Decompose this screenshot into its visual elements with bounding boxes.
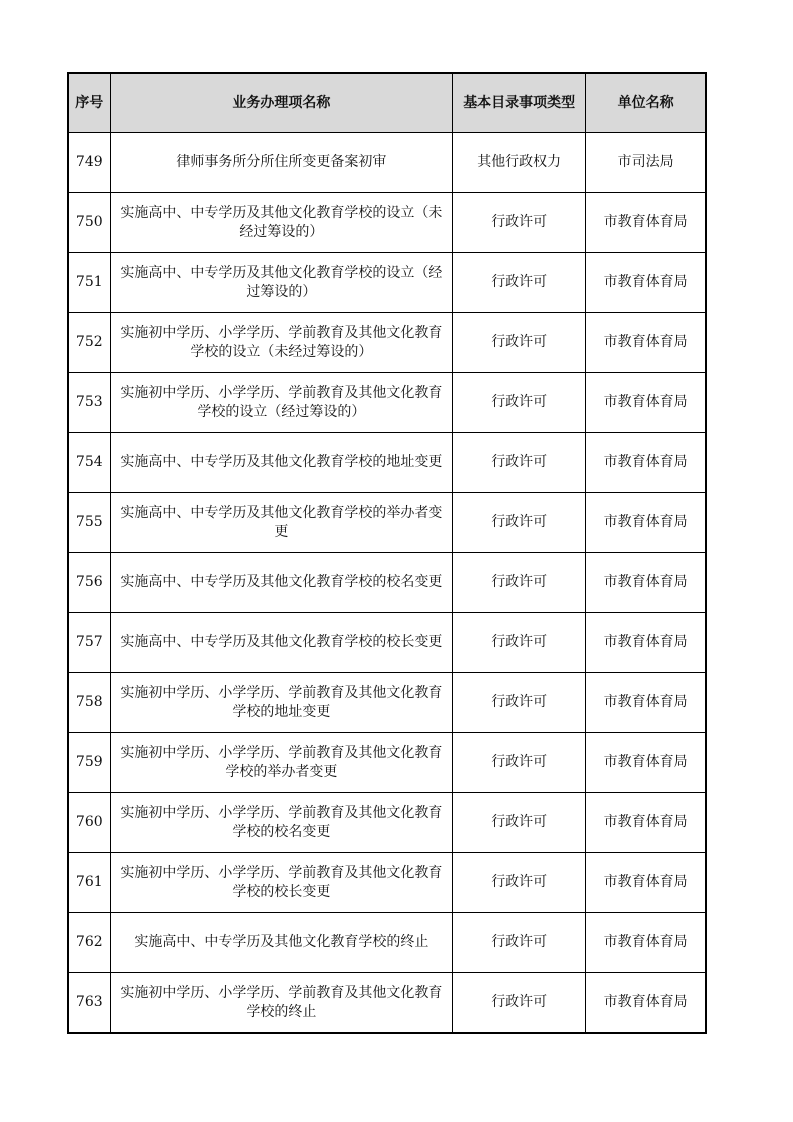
table-row xyxy=(68,553,706,613)
table-row xyxy=(68,673,706,733)
item-name: 实施初中学历、小学学历、学前教育及其他文化教育学校的校长变更 xyxy=(110,853,453,913)
item-type: 行政许可 xyxy=(453,913,586,973)
item-name: 实施高中、中专学历及其他文化教育学校的设立（经过筹设的） xyxy=(110,253,453,313)
item-name: 实施初中学历、小学学历、学前教育及其他文化教育学校的校名变更 xyxy=(110,793,453,853)
unit-name: 市教育体育局 xyxy=(586,853,706,913)
item-name: 实施高中、中专学历及其他文化教育学校的举办者变更 xyxy=(110,493,453,553)
row-number: 754 xyxy=(68,433,110,493)
row-number: 758 xyxy=(68,673,110,733)
row-number: 760 xyxy=(68,793,110,853)
items-table xyxy=(67,72,707,1034)
table-row xyxy=(68,313,706,373)
header-num: 序号 xyxy=(68,73,110,133)
item-type: 行政许可 xyxy=(453,973,586,1034)
table-row xyxy=(68,733,706,793)
item-name: 实施初中学历、小学学历、学前教育及其他文化教育学校的地址变更 xyxy=(110,673,453,733)
unit-name: 市司法局 xyxy=(586,133,706,193)
item-type: 其他行政权力 xyxy=(453,133,586,193)
table-row xyxy=(68,433,706,493)
unit-name: 市教育体育局 xyxy=(586,193,706,253)
item-name: 实施初中学历、小学学历、学前教育及其他文化教育学校的终止 xyxy=(110,973,453,1034)
unit-name: 市教育体育局 xyxy=(586,433,706,493)
table-row xyxy=(68,193,706,253)
row-number: 763 xyxy=(68,973,110,1034)
item-name: 律师事务所分所住所变更备案初审 xyxy=(110,133,453,193)
unit-name: 市教育体育局 xyxy=(586,493,706,553)
unit-name: 市教育体育局 xyxy=(586,673,706,733)
item-type: 行政许可 xyxy=(453,853,586,913)
item-type: 行政许可 xyxy=(453,733,586,793)
table-row xyxy=(68,133,706,193)
item-name: 实施高中、中专学历及其他文化教育学校的设立（未经过筹设的） xyxy=(110,193,453,253)
item-name: 实施高中、中专学历及其他文化教育学校的校名变更 xyxy=(110,553,453,613)
row-number: 752 xyxy=(68,313,110,373)
item-type: 行政许可 xyxy=(453,193,586,253)
item-name: 实施初中学历、小学学历、学前教育及其他文化教育学校的设立（未经过筹设的） xyxy=(110,313,453,373)
table-row xyxy=(68,913,706,973)
header-type: 基本目录事项类型 xyxy=(453,73,586,133)
item-type: 行政许可 xyxy=(453,373,586,433)
header-unit: 单位名称 xyxy=(586,73,706,133)
item-type: 行政许可 xyxy=(453,613,586,673)
unit-name: 市教育体育局 xyxy=(586,373,706,433)
table-row xyxy=(68,973,706,1034)
unit-name: 市教育体育局 xyxy=(586,793,706,853)
header-row xyxy=(68,73,706,133)
item-type: 行政许可 xyxy=(453,433,586,493)
unit-name: 市教育体育局 xyxy=(586,553,706,613)
unit-name: 市教育体育局 xyxy=(586,913,706,973)
item-name: 实施高中、中专学历及其他文化教育学校的终止 xyxy=(110,913,453,973)
row-number: 749 xyxy=(68,133,110,193)
item-type: 行政许可 xyxy=(453,793,586,853)
row-number: 753 xyxy=(68,373,110,433)
row-number: 762 xyxy=(68,913,110,973)
item-type: 行政许可 xyxy=(453,493,586,553)
header-name: 业务办理项名称 xyxy=(110,73,453,133)
item-name: 实施高中、中专学历及其他文化教育学校的校长变更 xyxy=(110,613,453,673)
row-number: 759 xyxy=(68,733,110,793)
row-number: 756 xyxy=(68,553,110,613)
row-number: 757 xyxy=(68,613,110,673)
item-name: 实施初中学历、小学学历、学前教育及其他文化教育学校的设立（经过筹设的） xyxy=(110,373,453,433)
row-number: 761 xyxy=(68,853,110,913)
unit-name: 市教育体育局 xyxy=(586,733,706,793)
table-row xyxy=(68,253,706,313)
table-row xyxy=(68,493,706,553)
unit-name: 市教育体育局 xyxy=(586,253,706,313)
row-number: 750 xyxy=(68,193,110,253)
unit-name: 市教育体育局 xyxy=(586,313,706,373)
unit-name: 市教育体育局 xyxy=(586,973,706,1034)
table-row xyxy=(68,853,706,913)
item-type: 行政许可 xyxy=(453,553,586,613)
table-row xyxy=(68,373,706,433)
unit-name: 市教育体育局 xyxy=(586,613,706,673)
item-name: 实施初中学历、小学学历、学前教育及其他文化教育学校的举办者变更 xyxy=(110,733,453,793)
item-type: 行政许可 xyxy=(453,673,586,733)
item-type: 行政许可 xyxy=(453,253,586,313)
item-name: 实施高中、中专学历及其他文化教育学校的地址变更 xyxy=(110,433,453,493)
table-row xyxy=(68,613,706,673)
row-number: 751 xyxy=(68,253,110,313)
row-number: 755 xyxy=(68,493,110,553)
table-row xyxy=(68,793,706,853)
item-type: 行政许可 xyxy=(453,313,586,373)
